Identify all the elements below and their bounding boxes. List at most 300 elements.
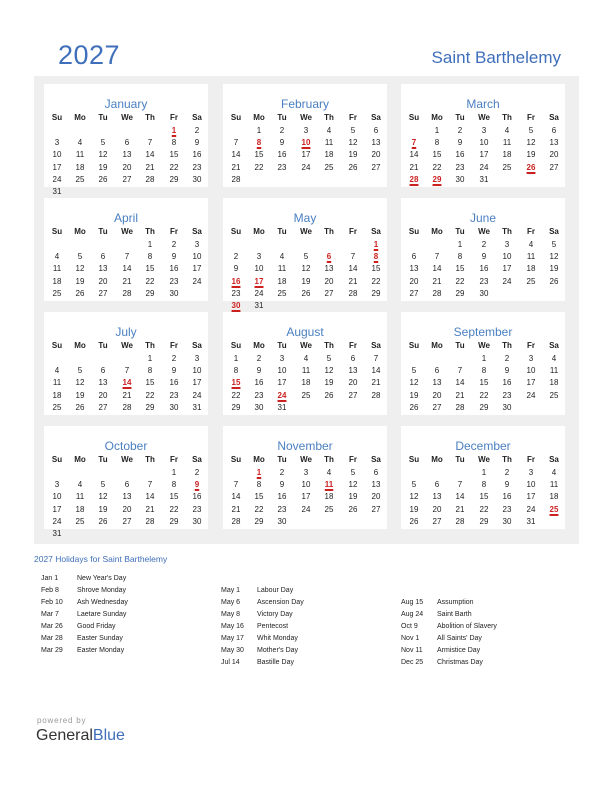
- weekday-header: Fr: [527, 113, 535, 122]
- day-cell: 7: [457, 480, 463, 490]
- day-cell: 16: [169, 378, 179, 388]
- day-cell: 12: [324, 366, 334, 376]
- weekday-header: We: [478, 227, 490, 236]
- day-cell: 17: [192, 264, 202, 274]
- holiday-item: [401, 658, 483, 668]
- day-cell: 31: [52, 529, 62, 538]
- day-cell: 17: [52, 162, 62, 172]
- day-cell: 29: [479, 516, 489, 526]
- day-cell: 23: [231, 288, 241, 298]
- month-september: [401, 312, 565, 415]
- day-cell: 4: [77, 480, 83, 490]
- weekday-header: Sa: [192, 455, 202, 464]
- holiday-item: [41, 586, 126, 596]
- day-cell: 27: [98, 288, 108, 298]
- holiday-item: [401, 634, 482, 644]
- day-cell: 27: [549, 162, 559, 172]
- day-cell: 24: [502, 276, 512, 286]
- day-cell: 18: [502, 150, 512, 160]
- day-cell: 30: [169, 402, 179, 412]
- day-cell: 15: [432, 150, 442, 160]
- day-cell: 24: [254, 288, 264, 298]
- day-cell: 10: [479, 138, 489, 148]
- weekday-header: Mo: [431, 113, 443, 122]
- weekday-header: Su: [230, 341, 242, 350]
- day-cell: 28: [145, 516, 155, 526]
- day-cell: 22: [455, 276, 465, 286]
- holiday-date: May 1: [221, 587, 241, 594]
- weekday-header: Th: [502, 455, 512, 464]
- day-cell: 3: [303, 468, 309, 477]
- day-cell: 7: [124, 252, 130, 262]
- day-cell: 4: [54, 252, 60, 262]
- day-cell: 26: [409, 402, 419, 412]
- month-november: [223, 426, 387, 529]
- day-cell: 2: [279, 468, 285, 477]
- day-cell: 2: [194, 468, 200, 477]
- weekday-header: Su: [230, 113, 242, 122]
- day-cell: 8: [457, 252, 463, 262]
- day-cell: 21: [231, 504, 241, 514]
- holiday-day: 10: [301, 138, 311, 148]
- day-cell: 11: [526, 252, 536, 262]
- weekday-header: Sa: [549, 455, 559, 464]
- day-cell: 29: [231, 402, 241, 412]
- weekday-header: Tu: [98, 113, 108, 122]
- day-cell: 27: [324, 288, 334, 298]
- day-cell: 11: [549, 480, 559, 490]
- day-cell: 20: [409, 276, 419, 286]
- day-cell: 23: [455, 162, 465, 172]
- day-cell: 21: [145, 162, 155, 172]
- month-name: June: [469, 211, 497, 225]
- weekday-header: Su: [51, 455, 63, 464]
- weekday-header: Th: [145, 113, 155, 122]
- day-cell: 22: [371, 276, 381, 286]
- holiday-date: May 6: [221, 599, 241, 606]
- holiday-item: [41, 598, 128, 608]
- day-cell: 17: [52, 504, 62, 514]
- weekday-header: Th: [324, 227, 334, 236]
- day-cell: 3: [303, 126, 309, 135]
- holiday-item: [41, 622, 116, 632]
- month-january: [44, 84, 208, 196]
- day-cell: 5: [77, 366, 83, 376]
- day-cell: 19: [549, 264, 559, 274]
- holiday-name: Good Friday: [77, 623, 116, 630]
- holiday-day: 30: [231, 301, 241, 310]
- day-cell: 14: [455, 492, 465, 502]
- day-cell: 31: [277, 402, 287, 412]
- day-cell: 4: [528, 240, 534, 249]
- day-cell: 12: [549, 252, 559, 262]
- weekday-header: Tu: [455, 227, 465, 236]
- day-cell: 9: [194, 138, 200, 148]
- day-cell: 13: [98, 378, 108, 388]
- holiday-day: 25: [549, 504, 559, 514]
- day-cell: 9: [279, 138, 285, 148]
- month-june: [401, 198, 565, 301]
- day-cell: 23: [254, 390, 264, 400]
- weekday-header: Mo: [74, 227, 86, 236]
- weekday-header: Sa: [192, 227, 202, 236]
- day-cell: 6: [411, 252, 417, 262]
- day-cell: 17: [301, 492, 311, 502]
- day-cell: 22: [231, 390, 241, 400]
- day-cell: 20: [98, 390, 108, 400]
- day-cell: 12: [98, 150, 108, 160]
- day-cell: 27: [371, 504, 381, 514]
- day-cell: 4: [551, 354, 557, 363]
- day-cell: 18: [52, 390, 62, 400]
- day-cell: 7: [457, 366, 463, 376]
- day-cell: 28: [455, 516, 465, 526]
- day-cell: 28: [231, 174, 241, 184]
- day-cell: 18: [277, 276, 287, 286]
- day-cell: 24: [301, 162, 311, 172]
- day-cell: 6: [373, 126, 379, 135]
- weekday-header: We: [478, 113, 490, 122]
- day-cell: 28: [455, 402, 465, 412]
- holiday-day: 1: [171, 126, 177, 135]
- holiday-item: [221, 646, 298, 656]
- day-cell: 16: [192, 150, 202, 160]
- day-cell: 18: [526, 264, 536, 274]
- holiday-date: May 30: [221, 647, 244, 654]
- day-cell: 3: [528, 468, 534, 477]
- day-cell: 17: [526, 378, 536, 388]
- day-cell: 28: [432, 288, 442, 298]
- day-cell: 3: [528, 354, 534, 363]
- day-cell: 7: [147, 138, 153, 148]
- day-cell: 23: [479, 276, 489, 286]
- day-cell: 10: [192, 366, 202, 376]
- day-cell: 20: [122, 162, 132, 172]
- month-may: [223, 198, 387, 310]
- day-cell: 3: [194, 354, 200, 363]
- day-cell: 4: [551, 468, 557, 477]
- weekday-header: Tu: [455, 341, 465, 350]
- day-cell: 31: [192, 402, 202, 412]
- day-cell: 29: [254, 516, 264, 526]
- day-cell: 1: [481, 354, 487, 363]
- day-cell: 8: [147, 252, 153, 262]
- day-cell: 5: [100, 480, 106, 490]
- day-cell: 1: [457, 240, 463, 249]
- holiday-day: 28: [409, 174, 419, 184]
- day-cell: 20: [432, 390, 442, 400]
- day-cell: 27: [371, 162, 381, 172]
- day-cell: 14: [371, 366, 381, 376]
- day-cell: 5: [100, 138, 106, 148]
- day-cell: 25: [75, 174, 85, 184]
- month-name: August: [286, 325, 324, 339]
- day-cell: 7: [233, 480, 239, 490]
- day-cell: 6: [124, 480, 130, 490]
- day-cell: 19: [348, 150, 358, 160]
- day-cell: 16: [192, 492, 202, 502]
- holiday-date: Mar 7: [41, 611, 59, 618]
- weekday-header: Tu: [455, 455, 465, 464]
- holiday-day: 6: [326, 252, 332, 262]
- day-cell: 25: [324, 504, 334, 514]
- day-cell: 22: [479, 390, 489, 400]
- day-cell: 9: [171, 366, 177, 376]
- day-cell: 11: [502, 138, 512, 148]
- weekday-header: Su: [230, 227, 242, 236]
- weekday-header: We: [121, 341, 133, 350]
- weekday-header: Fr: [170, 227, 178, 236]
- holiday-item: [41, 574, 126, 584]
- country-name: Saint Barthelemy: [431, 48, 561, 67]
- brand-general: General: [36, 727, 93, 744]
- weekday-header: We: [300, 455, 312, 464]
- day-cell: 20: [371, 492, 381, 502]
- holiday-day: 1: [373, 240, 379, 249]
- day-cell: 22: [254, 162, 264, 172]
- month-name: September: [453, 325, 513, 339]
- holiday-item: [401, 646, 480, 656]
- day-cell: 21: [455, 390, 465, 400]
- day-cell: 13: [549, 138, 559, 148]
- weekday-header: Sa: [371, 455, 381, 464]
- day-cell: 23: [277, 504, 287, 514]
- day-cell: 20: [324, 276, 334, 286]
- holiday-day: 29: [432, 174, 442, 184]
- day-cell: 10: [254, 264, 264, 274]
- day-cell: 4: [54, 366, 60, 376]
- day-cell: 17: [526, 492, 536, 502]
- day-cell: 28: [231, 516, 241, 526]
- day-cell: 9: [171, 252, 177, 262]
- day-cell: 24: [526, 504, 536, 514]
- weekday-header: Th: [324, 341, 334, 350]
- holiday-date: Mar 26: [41, 623, 63, 630]
- day-cell: 12: [409, 492, 419, 502]
- month-april: [44, 198, 208, 301]
- day-cell: 4: [279, 252, 285, 262]
- weekday-header: Mo: [253, 113, 265, 122]
- holiday-day: 14: [122, 378, 132, 388]
- calendar-year: 2027: [58, 40, 121, 70]
- day-cell: 12: [526, 138, 536, 148]
- day-cell: 3: [279, 354, 285, 363]
- day-cell: 1: [171, 468, 177, 477]
- weekday-header: Mo: [253, 455, 265, 464]
- day-cell: 20: [348, 378, 358, 388]
- day-cell: 11: [324, 138, 334, 148]
- day-cell: 15: [455, 264, 465, 274]
- holiday-day: 24: [277, 390, 287, 400]
- day-cell: 28: [371, 390, 381, 400]
- day-cell: 13: [98, 264, 108, 274]
- day-cell: 2: [279, 126, 285, 135]
- holiday-item: [221, 586, 293, 596]
- month-name: April: [113, 211, 138, 225]
- day-cell: 10: [502, 252, 512, 262]
- day-cell: 5: [411, 480, 417, 490]
- day-cell: 20: [371, 150, 381, 160]
- day-cell: 25: [549, 390, 559, 400]
- holiday-name: Victory Day: [257, 611, 293, 618]
- day-cell: 6: [100, 252, 106, 262]
- month-name: July: [115, 325, 137, 339]
- month-name: May: [293, 211, 317, 225]
- weekday-header: Mo: [74, 113, 86, 122]
- day-cell: 18: [301, 378, 311, 388]
- day-cell: 10: [52, 150, 62, 160]
- day-cell: 30: [502, 516, 512, 526]
- day-cell: 9: [233, 264, 239, 274]
- day-cell: 19: [98, 162, 108, 172]
- day-cell: 1: [434, 126, 440, 135]
- day-cell: 11: [52, 264, 62, 274]
- day-cell: 6: [124, 138, 130, 148]
- weekday-header: Su: [408, 227, 420, 236]
- day-cell: 24: [192, 390, 202, 400]
- holiday-day: 1: [256, 468, 262, 477]
- day-cell: 7: [124, 366, 130, 376]
- day-cell: 28: [145, 174, 155, 184]
- day-cell: 1: [147, 354, 153, 363]
- weekday-header: Th: [502, 227, 512, 236]
- day-cell: 14: [145, 492, 155, 502]
- month-name: October: [104, 439, 148, 453]
- day-cell: 8: [481, 480, 487, 490]
- day-cell: 3: [54, 138, 60, 148]
- day-cell: 31: [52, 187, 62, 196]
- day-cell: 25: [52, 402, 62, 412]
- day-cell: 28: [348, 288, 358, 298]
- holiday-day: 7: [411, 138, 417, 148]
- day-cell: 24: [301, 504, 311, 514]
- day-cell: 24: [52, 174, 62, 184]
- weekday-header: Sa: [549, 341, 559, 350]
- day-cell: 24: [479, 162, 489, 172]
- day-cell: 7: [434, 252, 440, 262]
- holiday-item: [41, 634, 123, 644]
- generalblue-logo[interactable]: [36, 727, 125, 745]
- day-cell: 29: [169, 516, 179, 526]
- day-cell: 17: [479, 150, 489, 160]
- day-cell: 21: [231, 162, 241, 172]
- holiday-name: Pentecost: [257, 623, 289, 630]
- weekday-header: We: [300, 113, 312, 122]
- weekday-header: Fr: [349, 455, 357, 464]
- day-cell: 24: [192, 276, 202, 286]
- weekday-header: Fr: [170, 113, 178, 122]
- weekday-header: Th: [502, 113, 512, 122]
- weekday-header: Fr: [349, 227, 357, 236]
- day-cell: 29: [145, 288, 155, 298]
- holiday-name: Saint Barth: [437, 611, 472, 618]
- day-cell: 5: [411, 366, 417, 376]
- weekday-header: Th: [145, 341, 155, 350]
- day-cell: 11: [301, 366, 311, 376]
- day-cell: 22: [432, 162, 442, 172]
- day-cell: 3: [54, 480, 60, 490]
- day-cell: 10: [526, 480, 536, 490]
- day-cell: 30: [254, 402, 264, 412]
- holiday-date: Aug 24: [401, 611, 424, 618]
- holiday-name: Abolition of Slavery: [437, 623, 497, 630]
- month-name: December: [455, 439, 511, 453]
- weekday-header: Mo: [74, 341, 86, 350]
- day-cell: 26: [75, 402, 85, 412]
- day-cell: 30: [277, 516, 287, 526]
- day-cell: 30: [479, 288, 489, 298]
- weekday-header: Tu: [98, 455, 108, 464]
- day-cell: 16: [254, 378, 264, 388]
- holiday-item: [221, 622, 288, 632]
- day-cell: 31: [479, 174, 489, 184]
- day-cell: 25: [277, 288, 287, 298]
- day-cell: 25: [52, 288, 62, 298]
- day-cell: 10: [301, 480, 311, 490]
- day-cell: 11: [75, 150, 85, 160]
- day-cell: 20: [549, 150, 559, 160]
- weekday-header: Tu: [277, 341, 287, 350]
- holiday-name: Labour Day: [257, 587, 294, 594]
- day-cell: 22: [479, 504, 489, 514]
- day-cell: 19: [98, 504, 108, 514]
- day-cell: 12: [301, 264, 311, 274]
- day-cell: 23: [169, 390, 179, 400]
- day-cell: 21: [348, 276, 358, 286]
- day-cell: 25: [301, 390, 311, 400]
- day-cell: 14: [231, 492, 241, 502]
- day-cell: 15: [145, 378, 155, 388]
- weekday-header: Mo: [253, 227, 265, 236]
- day-cell: 26: [409, 516, 419, 526]
- weekday-header: Mo: [431, 227, 443, 236]
- day-cell: 6: [373, 468, 379, 477]
- powered-by-text: powered by: [37, 716, 87, 725]
- day-cell: 15: [145, 264, 155, 274]
- weekday-header: We: [121, 455, 133, 464]
- day-cell: 17: [277, 378, 287, 388]
- day-cell: 16: [502, 378, 512, 388]
- day-cell: 23: [192, 162, 202, 172]
- day-cell: 29: [169, 174, 179, 184]
- month-february: [223, 84, 387, 187]
- month-name: March: [466, 97, 500, 111]
- weekday-header: Fr: [349, 113, 357, 122]
- day-cell: 8: [256, 480, 262, 490]
- weekday-header: Fr: [527, 227, 535, 236]
- day-cell: 16: [455, 150, 465, 160]
- holiday-date: Feb 10: [41, 599, 63, 606]
- holiday-item: [401, 610, 472, 620]
- day-cell: 11: [52, 378, 62, 388]
- day-cell: 3: [256, 252, 262, 262]
- day-cell: 23: [169, 276, 179, 286]
- month-name: November: [277, 439, 333, 453]
- day-cell: 13: [371, 138, 381, 148]
- weekday-header: We: [121, 227, 133, 236]
- day-cell: 14: [122, 264, 132, 274]
- day-cell: 26: [98, 174, 108, 184]
- day-cell: 25: [75, 516, 85, 526]
- day-cell: 16: [277, 150, 287, 160]
- holiday-name: Laetare Sunday: [77, 611, 127, 618]
- holiday-day: 26: [526, 162, 536, 172]
- day-cell: 9: [481, 252, 487, 262]
- day-cell: 29: [479, 402, 489, 412]
- day-cell: 22: [169, 162, 179, 172]
- day-cell: 26: [301, 288, 311, 298]
- day-cell: 18: [324, 150, 334, 160]
